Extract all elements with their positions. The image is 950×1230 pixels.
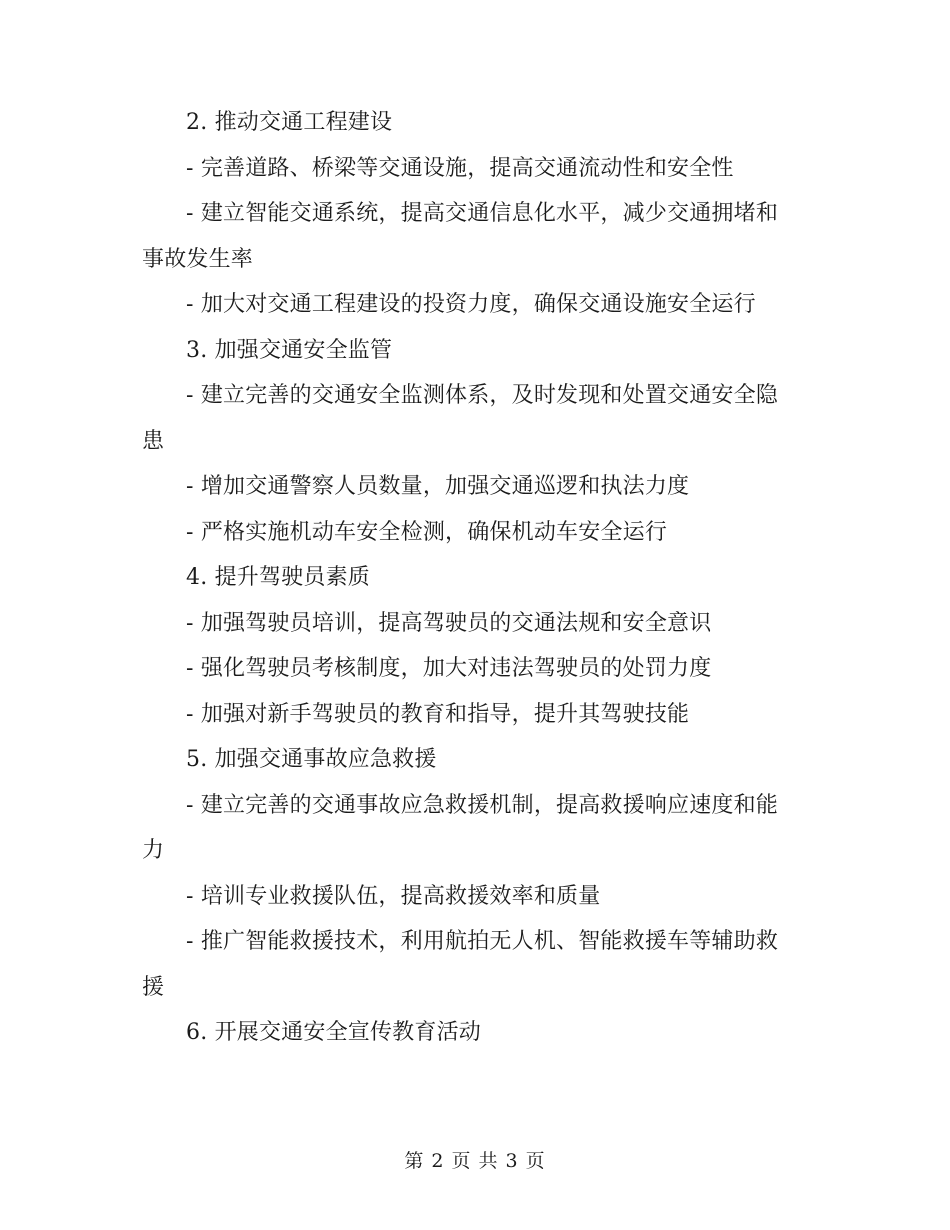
list-item: - 加大对交通工程建设的投资力度，确保交通设施安全运行 bbox=[186, 292, 756, 317]
heading-item: 6. 开展交通安全宣传教育活动 bbox=[186, 1020, 481, 1045]
list-item: - 严格实施机动车安全检测，确保机动车安全运行 bbox=[186, 519, 668, 545]
heading-item: 2. 推动交通工程建设 bbox=[186, 110, 393, 135]
list-item: - 增加交通警察人员数量，加强交通巡逻和执法力度 bbox=[186, 474, 690, 499]
document-body bbox=[142, 100, 798, 1056]
page-footer: 第 2 页 共 3 页 bbox=[404, 1150, 546, 1172]
list-item: - 建立智能交通系统，提高交通信息化水平，减少交通拥堵和事故发生率 bbox=[142, 201, 779, 272]
heading-item: 5. 加强交通事故应急救援 bbox=[186, 747, 437, 772]
heading-item: 3. 加强交通安全监管 bbox=[186, 337, 393, 363]
heading-item: 4. 提升驾驶员素质 bbox=[186, 565, 370, 590]
list-item: - 培训专业救援队伍，提高救援效率和质量 bbox=[186, 883, 601, 909]
list-item: - 建立完善的交通事故应急救援机制，提高救援响应速度和能力 bbox=[142, 792, 779, 863]
list-item: - 完善道路、桥梁等交通设施，提高交通流动性和安全性 bbox=[186, 155, 734, 181]
list-item: - 建立完善的交通安全监测体系，及时发现和处置交通安全隐患 bbox=[142, 383, 779, 454]
list-item: - 强化驾驶员考核制度，加大对违法驾驶员的处罚力度 bbox=[186, 656, 712, 681]
list-item: - 推广智能救援技术，利用航拍无人机、智能救援车等辅助救援 bbox=[142, 929, 779, 1000]
list-item: - 加强对新手驾驶员的教育和指导，提升其驾驶技能 bbox=[186, 701, 690, 727]
list-item: - 加强驾驶员培训，提高驾驶员的交通法规和安全意识 bbox=[186, 610, 712, 636]
